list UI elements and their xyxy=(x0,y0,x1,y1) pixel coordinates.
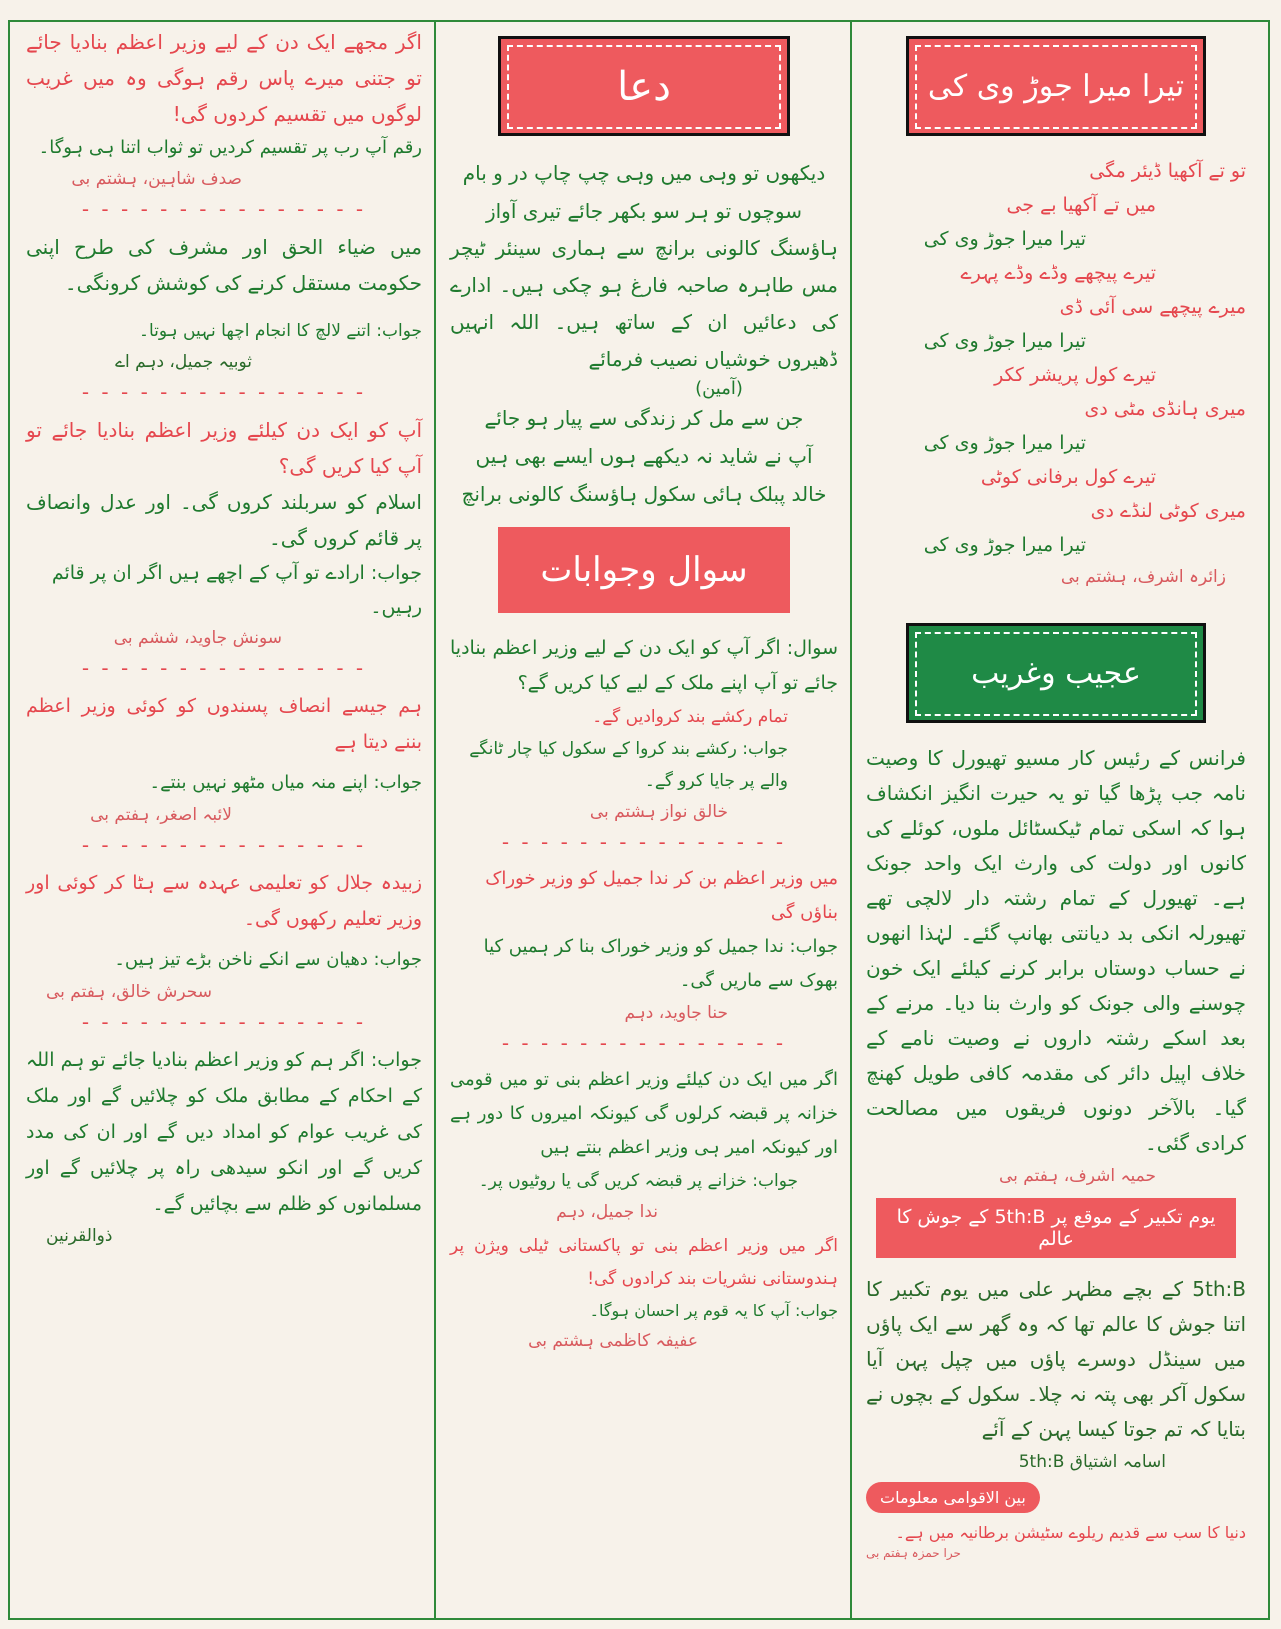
separator: - - - - - - - - - - - - - - - xyxy=(81,1010,367,1034)
qa-signature: ندا جمیل، دہم xyxy=(556,1202,658,1222)
poem-banner xyxy=(906,36,1206,136)
qa-reply: جواب: خزانے پر قبضہ کریں گی یا روٹیوں پر۔ xyxy=(478,1171,798,1191)
entry-signature: ذوالقرنین xyxy=(46,1226,113,1246)
dua-banner xyxy=(498,36,790,136)
entry-text: جواب: اگر ہم کو وزیر اعظم بنادیا جائے تو ہم اللہ کے احکام کے مطابق ملک کو چلائیں گے اور ملک کی غریب عوام کو امداد دیں گے اور ان کی مدد کریں گے اور انکو سیدھی راہ پر چلائیں گے اور مسلمانوں کو ظلم سے بچائیں گے۔ xyxy=(26,1049,422,1215)
dua-verse-1 xyxy=(450,154,838,230)
entry-signature: سحرش خالق، ہفتم بی xyxy=(46,982,212,1002)
left-column xyxy=(14,24,434,1619)
qa-reply: جواب: رکشے بند کروا کے سکول کیا چار ٹانگے والے پر جایا کرو گے۔ xyxy=(469,739,788,791)
dua-ameen: (آمین) xyxy=(695,378,743,399)
qa-signature: عفیفہ کاظمی ہشتم بی xyxy=(528,1331,698,1351)
dua-line: آپ نے شاید نہ دیکھے ہوں ایسے بھی ہیں xyxy=(475,444,813,468)
entry-reply: جواب: اپنے منہ میاں مٹھو نہیں بنتے۔ xyxy=(149,772,422,793)
ajeeb-title: عجیب وغریب xyxy=(915,632,1197,716)
column-divider-right xyxy=(850,22,852,1619)
separator: - - - - - - - - - - - - - - - xyxy=(81,656,367,680)
poem-title: تیرا میرا جوڑ وی کی xyxy=(915,45,1197,129)
poem-line: تیرے کول پریشر ککر xyxy=(994,364,1156,386)
separator: - - - - - - - - - - - - - - - xyxy=(501,830,787,854)
poem-line: میرے پیچھے سی آئی ڈی xyxy=(1059,296,1246,318)
entry-text: اگر مجھے ایک دن کے لیے وزیر اعظم بنادیا جائے تو جتنی میرے پاس رقم ہوگی وہ میں غریب لوگوں میں تقسیم کردوں گی! xyxy=(26,30,422,126)
takbeer-title: یوم تکبیر کے موقع پر 5th:B کے جوش کا عالم xyxy=(876,1198,1236,1258)
takbeer-signature: اسامہ اشتیاق 5th:B xyxy=(1018,1452,1166,1472)
intl-text: دنیا کا سب سے قدیم ریلوے سٹیشن برطانیہ میں ہے۔ xyxy=(895,1523,1246,1542)
entry-reply: رقم آپ رب پر تقسیم کردیں تو ثواب اتنا ہی ہوگا۔ xyxy=(38,137,422,158)
qa-answer: اگر میں وزیر اعظم بنی تو پاکستانی ٹیلی ویژن پر ہندوستانی نشریات بند کرادوں گی! xyxy=(450,1236,838,1289)
ajeeb-signature: حمیہ اشرف، ہفتم بی xyxy=(998,1166,1156,1186)
entry-text: زبیدہ جلال کو تعلیمی عہدہ سے ہٹا کر کوئی اور وزیر تعلیم رکھوں گی۔ xyxy=(26,872,422,930)
poem-line: تیرے کول برفانی کوٹی xyxy=(980,466,1156,488)
entry-signature: سونش جاوید، ششم بی xyxy=(113,628,282,648)
qa-reply: جواب: آپ کا یہ قوم پر احسان ہوگا۔ xyxy=(589,1301,838,1320)
dua-text: ہاؤسنگ کالونی برانچ سے ہماری سینئر ٹیچر مس طاہرہ صاحبہ فارغ ہو چکی ہیں۔ ادارے کی دعائیں ان کے ساتھ ہیں۔ اللہ انہیں ڈھیروں خوشیاں نصیب فرمائے xyxy=(450,236,838,371)
dua-verse-2 xyxy=(450,399,838,513)
separator: - - - - - - - - - - - - - - - xyxy=(81,833,367,857)
entry-text: آپ کو ایک دن کیلئے وزیر اعظم بنادیا جائے تو آپ کیا کریں گی؟ xyxy=(26,418,422,478)
column-divider-left xyxy=(434,22,436,1619)
entry-text: میں ضیاء الحق اور مشرف کی طرح اپنی حکومت مستقل کرنے کی کوشش کرونگی۔ xyxy=(26,235,422,295)
poem xyxy=(866,154,1246,562)
ajeeb-banner xyxy=(906,623,1206,723)
right-column xyxy=(854,24,1258,1619)
poem-line: میری کوٹی لنڈے دی xyxy=(1090,500,1246,522)
entry-reply: جواب: اتنے لالچ کا انجام اچھا نہیں ہوتا۔ xyxy=(139,321,422,341)
separator: - - - - - - - - - - - - - - - xyxy=(81,197,367,221)
entry-reply: جواب: ارادے تو آپ کے اچھے ہیں اگر ان پر قائم رہیں۔ xyxy=(51,562,422,618)
entry-text: اسلام کو سربلند کروں گی۔ اور عدل وانصاف پر قائم کروں گی۔ xyxy=(26,490,422,550)
entry-text: ہم جیسے انصاف پسندوں کو کوئی وزیر اعظم بننے دیتا ہے xyxy=(26,695,422,753)
dua-line: سوچوں تو ہر سو بکھر جائے تیری آواز xyxy=(485,199,803,223)
dua-title: دعا xyxy=(507,45,781,129)
qa-answer: میں وزیر اعظم بن کر ندا جمیل کو وزیر خوراک بناؤں گی xyxy=(485,868,838,923)
dua-school: خالد پبلک ہائی سکول ہاؤسنگ کالونی برانچ xyxy=(461,482,827,506)
intl-box xyxy=(866,1482,1246,1513)
poem-line: تو تے آکھیا ڈیئر مگی xyxy=(1089,160,1246,182)
qa-question: سوال: اگر آپ کو ایک دن کے لیے وزیر اعظم بنادیا جائے تو آپ اپنے ملک کے لیے کیا کریں گے؟ xyxy=(450,637,838,694)
qa-signature: خالق نواز ہشتم بی xyxy=(589,802,728,822)
entry-signature: لائبہ اصغر، ہفتم بی xyxy=(90,805,232,825)
entry-signature: ثوبیہ جمیل، دہم اے xyxy=(115,352,252,372)
poem-line: تیرا میرا جوڑ وی کی xyxy=(923,432,1086,454)
qa-reply: جواب: ندا جمیل کو وزیر خوراک بنا کر ہمیں کیا بھوک سے ماریں گی۔ xyxy=(483,936,838,991)
dua-line: دیکھوں تو وہی میں وہی چپ چاپ در و بام xyxy=(462,161,826,185)
dua-line: جن سے مل کر زندگی سے پیار ہو جائے xyxy=(484,406,804,430)
entry-signature: صدف شاہین، ہشتم بی xyxy=(71,169,242,189)
qa-answer: اگر میں ایک دن کیلئے وزیر اعظم بنی تو میں قومی خزانہ پر قبضہ کرلوں گی کیونکہ امیروں کا دور ہے اور کیونکہ امیر ہی وزیر اعظم بنتے ہیں xyxy=(450,1069,838,1158)
poem-line: تیرا میرا جوڑ وی کی xyxy=(923,330,1086,352)
separator: - - - - - - - - - - - - - - - xyxy=(501,1031,787,1055)
poem-line: تیرا میرا جوڑ وی کی xyxy=(923,228,1086,250)
intl-signature: حرا حمزہ ہفتم بی xyxy=(866,1546,961,1560)
qa-answer: تمام رکشے بند کروادیں گے۔ xyxy=(592,707,788,727)
middle-column xyxy=(438,24,850,1619)
takbeer-text: 5th:B کے بچے مظہر علی میں یوم تکبیر کا اتنا جوش کا عالم تھا کہ وہ گھر سے ایک پاؤں میں سینڈل دوسرے پاؤں میں چپل پہن آیا سکول آکر بھی پتہ نہ چلا۔ سکول کے بچوں نے بتایا کہ تم جوتا کیسا پہن کے آئے xyxy=(866,1277,1246,1441)
qa-signature: حنا جاوید، دہم xyxy=(624,1003,728,1023)
intl-title: بین الاقوامی معلومات xyxy=(866,1482,1040,1513)
poem-signature: زائرہ اشرف، ہشتم بی xyxy=(1060,567,1226,587)
poem-line: میری ہانڈی مٹی دی xyxy=(1084,398,1246,420)
qa-banner xyxy=(498,527,790,613)
separator: - - - - - - - - - - - - - - - xyxy=(81,380,367,404)
poem-line: تیرا میرا جوڑ وی کی xyxy=(923,534,1086,556)
poem-line: تیرے پیچھے وڈے وڈے پہرے xyxy=(960,262,1156,284)
entry-reply: جواب: دھیان سے انکے ناخن بڑے تیز ہیں۔ xyxy=(114,949,422,970)
poem-line: میں تے آکھیا بے جی xyxy=(1006,194,1156,216)
qa-title: سوال وجوابات xyxy=(540,550,748,590)
ajeeb-text: فرانس کے رئیس کار مسیو تھیورل کا وصیت نامہ جب پڑھا گیا تو یہ حیرت انگیز انکشاف ہوا کہ اسکی تمام ٹیکسٹائل ملوں، کوئلے کی کانوں اور دولت کی وارث ایک واحد جونک ہے۔ تھیورل کے تمام رشتہ دار لالچی تھے تھیورلہ انکی بد دیانتی بھانپ گئے۔ لہٰذا انھوں نے حساب دوستاں برابر کرنے کیلئے ایک خون چوسنے والی جونک کو وارث بنا دیا۔ مرنے کے بعد اسکے رشتہ داروں نے وصیت نامے کے خلاف اپیل دائر کی مقدمہ کافی طویل کھنچ گیا۔ بالآخر دونوں فریقوں میں مصالحت کرادی گئی۔ xyxy=(866,746,1246,1155)
